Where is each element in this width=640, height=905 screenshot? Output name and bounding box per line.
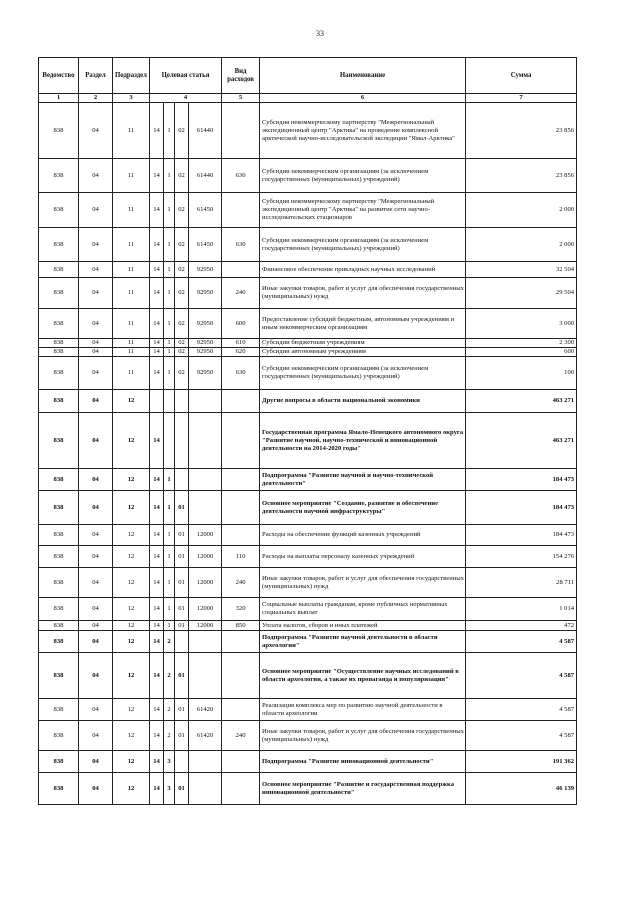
cell-razdel: 04: [79, 598, 113, 621]
cell-podrazdel: 12: [113, 525, 150, 546]
cell-target-subprogram: 1: [164, 193, 175, 228]
cell-target-subprogram: 1: [164, 228, 175, 262]
cell-podrazdel: 11: [113, 228, 150, 262]
cell-vedomstvo: 838: [39, 721, 79, 751]
cell-naimenovanie: Субсидии некоммерческим организациям (за исключением государственных (муниципальных) учреждений): [260, 159, 466, 193]
cell-razdel: 04: [79, 491, 113, 525]
cell-podrazdel: 12: [113, 568, 150, 598]
table-row: [39, 598, 577, 621]
cell-razdel: 04: [79, 159, 113, 193]
cell-podrazdel: 11: [113, 357, 150, 390]
cell-vid-raskhodov: 850: [222, 621, 260, 631]
table-row: [39, 469, 577, 491]
cell-podrazdel: 12: [113, 546, 150, 568]
cell-podrazdel: 12: [113, 491, 150, 525]
cell-vedomstvo: 838: [39, 699, 79, 721]
cell-razdel: 04: [79, 309, 113, 339]
cell-vedomstvo: 838: [39, 621, 79, 631]
cell-target-event: [175, 631, 189, 653]
column-number: 2: [79, 94, 113, 103]
cell-target-program: 14: [150, 773, 164, 805]
column-number: 5: [222, 94, 260, 103]
cell-target-subprogram: 1: [164, 159, 175, 193]
cell-vid-raskhodov: [222, 653, 260, 699]
cell-target-program: 14: [150, 653, 164, 699]
cell-target-program: [150, 390, 164, 413]
table-row: [39, 278, 577, 309]
table-row: [39, 525, 577, 546]
cell-target-direction: [189, 413, 222, 469]
table-row: [39, 413, 577, 469]
cell-summa: 472: [466, 621, 577, 631]
cell-vid-raskhodov: [222, 491, 260, 525]
cell-target-event: 02: [175, 357, 189, 390]
cell-target-direction: 61440: [189, 159, 222, 193]
cell-target-event: [175, 390, 189, 413]
cell-podrazdel: 12: [113, 390, 150, 413]
cell-razdel: 04: [79, 721, 113, 751]
cell-target-program: 14: [150, 699, 164, 721]
cell-podrazdel: 12: [113, 621, 150, 631]
cell-target-subprogram: 1: [164, 598, 175, 621]
cell-podrazdel: 11: [113, 348, 150, 357]
cell-vedomstvo: 838: [39, 653, 79, 699]
cell-target-subprogram: 1: [164, 568, 175, 598]
cell-target-direction: 61440: [189, 103, 222, 159]
cell-summa: 29 504: [466, 278, 577, 309]
cell-podrazdel: 11: [113, 103, 150, 159]
cell-target-direction: [189, 653, 222, 699]
column-number-row: [39, 94, 577, 103]
cell-summa: 100: [466, 357, 577, 390]
cell-target-direction: 92950: [189, 309, 222, 339]
cell-razdel: 04: [79, 390, 113, 413]
cell-summa: 1 014: [466, 598, 577, 621]
cell-naimenovanie: Предоставление субсидий бюджетным, автономным учреждениям и иным некоммерческим организациям: [260, 309, 466, 339]
table-row: [39, 262, 577, 278]
cell-summa: 23 856: [466, 103, 577, 159]
cell-vedomstvo: 838: [39, 598, 79, 621]
cell-target-event: 01: [175, 491, 189, 525]
cell-summa: 463 271: [466, 390, 577, 413]
cell-vedomstvo: 838: [39, 309, 79, 339]
cell-target-event: 02: [175, 262, 189, 278]
cell-target-subprogram: 1: [164, 262, 175, 278]
column-number: 1: [39, 94, 79, 103]
cell-summa: 28 711: [466, 568, 577, 598]
cell-target-event: 01: [175, 525, 189, 546]
cell-naimenovanie: Расходы на обеспечение функций казенных учреждений: [260, 525, 466, 546]
table-row: [39, 721, 577, 751]
cell-target-program: 14: [150, 525, 164, 546]
cell-target-subprogram: 1: [164, 525, 175, 546]
header-vedomstvo: Ведомство: [39, 58, 79, 94]
cell-target-program: 14: [150, 568, 164, 598]
table-row: [39, 699, 577, 721]
cell-podrazdel: 11: [113, 309, 150, 339]
cell-naimenovanie: Расходы на выплаты персоналу казенных учреждений: [260, 546, 466, 568]
cell-podrazdel: 12: [113, 653, 150, 699]
cell-summa: 184 473: [466, 525, 577, 546]
cell-vedomstvo: 838: [39, 390, 79, 413]
table-row: [39, 159, 577, 193]
cell-naimenovanie: Основное мероприятие "Создание, развитие и обеспечение деятельности научной инфраструктуры": [260, 491, 466, 525]
cell-target-direction: [189, 469, 222, 491]
cell-podrazdel: 11: [113, 339, 150, 348]
cell-target-direction: 61420: [189, 721, 222, 751]
cell-vid-raskhodov: 600: [222, 309, 260, 339]
cell-target-event: 01: [175, 773, 189, 805]
cell-target-direction: 92950: [189, 339, 222, 348]
cell-summa: 600: [466, 348, 577, 357]
cell-naimenovanie: Социальные выплаты гражданам, кроме публичных нормативных социальных выплат: [260, 598, 466, 621]
cell-razdel: 04: [79, 262, 113, 278]
cell-summa: 32 504: [466, 262, 577, 278]
cell-naimenovanie: Субсидии некоммерческим организациям (за исключением государственных (муниципальных) учреждений): [260, 228, 466, 262]
cell-vedomstvo: 838: [39, 228, 79, 262]
table-row: [39, 491, 577, 525]
cell-summa: 184 473: [466, 469, 577, 491]
cell-vedomstvo: 838: [39, 103, 79, 159]
table-row: [39, 309, 577, 339]
cell-razdel: 04: [79, 348, 113, 357]
cell-podrazdel: 11: [113, 159, 150, 193]
cell-target-direction: 92950: [189, 262, 222, 278]
cell-target-event: [175, 751, 189, 773]
cell-target-subprogram: 1: [164, 621, 175, 631]
cell-target-subprogram: 1: [164, 339, 175, 348]
cell-vedomstvo: 838: [39, 278, 79, 309]
cell-target-program: 14: [150, 103, 164, 159]
cell-target-program: 14: [150, 309, 164, 339]
table-body: [39, 103, 577, 805]
cell-podrazdel: 12: [113, 469, 150, 491]
cell-vid-raskhodov: 240: [222, 721, 260, 751]
cell-target-subprogram: 1: [164, 357, 175, 390]
cell-podrazdel: 12: [113, 699, 150, 721]
cell-target-program: 14: [150, 262, 164, 278]
cell-target-subprogram: 1: [164, 546, 175, 568]
cell-vedomstvo: 838: [39, 357, 79, 390]
header-tselevaya-statya: Целевая статья: [150, 58, 222, 94]
table-row: [39, 357, 577, 390]
cell-target-direction: 92950: [189, 348, 222, 357]
cell-target-event: [175, 469, 189, 491]
cell-summa: 191 362: [466, 751, 577, 773]
table-row: [39, 348, 577, 357]
cell-vid-raskhodov: [222, 773, 260, 805]
cell-target-program: 14: [150, 631, 164, 653]
cell-vid-raskhodov: 630: [222, 228, 260, 262]
column-number: 3: [113, 94, 150, 103]
cell-vid-raskhodov: 630: [222, 159, 260, 193]
table-row: [39, 546, 577, 568]
cell-target-subprogram: 2: [164, 721, 175, 751]
cell-vedomstvo: 838: [39, 773, 79, 805]
cell-podrazdel: 11: [113, 278, 150, 309]
table-row: [39, 653, 577, 699]
cell-target-direction: 12000: [189, 525, 222, 546]
cell-target-direction: 61450: [189, 193, 222, 228]
cell-podrazdel: 12: [113, 631, 150, 653]
cell-target-event: [175, 413, 189, 469]
cell-target-direction: 61420: [189, 699, 222, 721]
cell-podrazdel: 12: [113, 598, 150, 621]
cell-summa: 2 000: [466, 193, 577, 228]
cell-summa: 4 587: [466, 699, 577, 721]
cell-vedomstvo: 838: [39, 339, 79, 348]
table-row: [39, 339, 577, 348]
table-row: [39, 568, 577, 598]
cell-vid-raskhodov: 610: [222, 339, 260, 348]
cell-razdel: 04: [79, 103, 113, 159]
cell-naimenovanie: Уплата налогов, сборов и иных платежей: [260, 621, 466, 631]
table-row: [39, 621, 577, 631]
cell-target-subprogram: 3: [164, 773, 175, 805]
table-row: [39, 773, 577, 805]
cell-target-subprogram: [164, 390, 175, 413]
cell-target-program: 14: [150, 159, 164, 193]
cell-razdel: 04: [79, 339, 113, 348]
cell-vedomstvo: 838: [39, 631, 79, 653]
cell-razdel: 04: [79, 525, 113, 546]
cell-target-direction: 12000: [189, 598, 222, 621]
cell-vid-raskhodov: [222, 262, 260, 278]
column-number: 4: [150, 94, 222, 103]
cell-naimenovanie: Реализация комплекса мер по развитию научной деятельности в области археологии: [260, 699, 466, 721]
cell-vid-raskhodov: 620: [222, 348, 260, 357]
header-razdel: Раздел: [79, 58, 113, 94]
cell-razdel: 04: [79, 699, 113, 721]
cell-vedomstvo: 838: [39, 751, 79, 773]
cell-podrazdel: 12: [113, 773, 150, 805]
cell-razdel: 04: [79, 621, 113, 631]
cell-summa: 4 587: [466, 653, 577, 699]
table-row: [39, 103, 577, 159]
cell-naimenovanie: Подпрограмма "Развитие научной и научно-технической деятельности": [260, 469, 466, 491]
cell-summa: 23 856: [466, 159, 577, 193]
cell-target-program: 14: [150, 413, 164, 469]
page-number: 33: [316, 29, 324, 38]
cell-target-program: 14: [150, 228, 164, 262]
cell-target-subprogram: 3: [164, 751, 175, 773]
cell-target-event: 01: [175, 621, 189, 631]
cell-summa: 4 587: [466, 631, 577, 653]
cell-razdel: 04: [79, 751, 113, 773]
cell-target-direction: 61450: [189, 228, 222, 262]
cell-vid-raskhodov: 240: [222, 568, 260, 598]
cell-vedomstvo: 838: [39, 193, 79, 228]
cell-vid-raskhodov: [222, 390, 260, 413]
cell-target-event: 01: [175, 568, 189, 598]
cell-summa: 2 000: [466, 228, 577, 262]
cell-razdel: 04: [79, 357, 113, 390]
cell-naimenovanie: Иные закупки товаров, работ и услуг для обеспечения государственных (муниципальных) нужд: [260, 278, 466, 309]
cell-vid-raskhodov: 240: [222, 278, 260, 309]
cell-target-subprogram: 1: [164, 469, 175, 491]
cell-vedomstvo: 838: [39, 525, 79, 546]
cell-target-direction: 12000: [189, 568, 222, 598]
cell-target-direction: 92950: [189, 278, 222, 309]
cell-summa: 154 276: [466, 546, 577, 568]
cell-target-event: 01: [175, 721, 189, 751]
cell-razdel: 04: [79, 228, 113, 262]
cell-razdel: 04: [79, 193, 113, 228]
cell-naimenovanie: Субсидии бюджетным учреждениям: [260, 339, 466, 348]
cell-summa: 3 000: [466, 309, 577, 339]
cell-target-event: 01: [175, 653, 189, 699]
cell-naimenovanie: Субсидия некоммерческому партнерству "Межрегиональный экспедиционный центр "Арктика" на развитие сети научно-исследовательских стационаров: [260, 193, 466, 228]
cell-razdel: 04: [79, 413, 113, 469]
cell-vid-raskhodov: 630: [222, 357, 260, 390]
cell-razdel: 04: [79, 773, 113, 805]
cell-razdel: 04: [79, 631, 113, 653]
cell-target-subprogram: [164, 413, 175, 469]
cell-target-event: 02: [175, 103, 189, 159]
cell-target-direction: [189, 751, 222, 773]
cell-vid-raskhodov: [222, 631, 260, 653]
cell-target-program: 14: [150, 721, 164, 751]
cell-naimenovanie: Субсидии автономным учреждениям: [260, 348, 466, 357]
cell-vid-raskhodov: [222, 699, 260, 721]
cell-vid-raskhodov: 320: [222, 598, 260, 621]
cell-target-program: 14: [150, 357, 164, 390]
cell-summa: 184 473: [466, 491, 577, 525]
cell-target-direction: 12000: [189, 546, 222, 568]
cell-vedomstvo: 838: [39, 546, 79, 568]
cell-vedomstvo: 838: [39, 348, 79, 357]
cell-target-event: 02: [175, 159, 189, 193]
cell-razdel: 04: [79, 568, 113, 598]
cell-vid-raskhodov: [222, 193, 260, 228]
cell-summa: 2 300: [466, 339, 577, 348]
cell-target-program: 14: [150, 491, 164, 525]
cell-naimenovanie: Подпрограмма "Развитие научной деятельности в области археологии": [260, 631, 466, 653]
cell-target-event: 01: [175, 598, 189, 621]
cell-summa: 46 139: [466, 773, 577, 805]
cell-target-subprogram: 1: [164, 491, 175, 525]
cell-vedomstvo: 838: [39, 491, 79, 525]
header-vid-raskhodov: Вид расходов: [222, 58, 260, 94]
cell-razdel: 04: [79, 546, 113, 568]
cell-razdel: 04: [79, 469, 113, 491]
cell-summa: 4 587: [466, 721, 577, 751]
cell-razdel: 04: [79, 278, 113, 309]
column-number: 7: [466, 94, 577, 103]
cell-target-program: 14: [150, 469, 164, 491]
cell-naimenovanie: Основное мероприятие "Развитие и государственная поддержка инновационной деятельности": [260, 773, 466, 805]
cell-naimenovanie: Основное мероприятие "Осуществление научных исследований в области археологии, а также их пропаганда и популяризация": [260, 653, 466, 699]
cell-target-subprogram: 2: [164, 699, 175, 721]
cell-naimenovanie: Финансовое обеспечение прикладных научных исследований: [260, 262, 466, 278]
cell-target-subprogram: 1: [164, 309, 175, 339]
cell-vedomstvo: 838: [39, 262, 79, 278]
cell-naimenovanie: Иные закупки товаров, работ и услуг для обеспечения государственных (муниципальных) нужд: [260, 721, 466, 751]
cell-target-subprogram: 2: [164, 631, 175, 653]
header-naimenovanie: Наименование: [260, 58, 466, 94]
cell-target-program: 14: [150, 751, 164, 773]
cell-target-event: 01: [175, 699, 189, 721]
cell-naimenovanie: Иные закупки товаров, работ и услуг для обеспечения государственных (муниципальных) нужд: [260, 568, 466, 598]
cell-naimenovanie: Другие вопросы в области национальной экономики: [260, 390, 466, 413]
cell-vid-raskhodov: [222, 525, 260, 546]
cell-podrazdel: 12: [113, 751, 150, 773]
cell-target-subprogram: 1: [164, 278, 175, 309]
cell-target-event: 01: [175, 546, 189, 568]
cell-target-program: 14: [150, 193, 164, 228]
cell-target-event: 02: [175, 228, 189, 262]
cell-target-program: 14: [150, 621, 164, 631]
cell-target-event: 02: [175, 309, 189, 339]
cell-target-direction: [189, 773, 222, 805]
cell-target-program: 14: [150, 348, 164, 357]
cell-target-direction: 12000: [189, 621, 222, 631]
cell-target-program: 14: [150, 278, 164, 309]
cell-naimenovanie: Субсидии некоммерческим организациям (за исключением государственных (муниципальных) учреждений): [260, 357, 466, 390]
table-row: [39, 228, 577, 262]
cell-vid-raskhodov: [222, 413, 260, 469]
cell-razdel: 04: [79, 653, 113, 699]
cell-podrazdel: 11: [113, 193, 150, 228]
cell-target-event: 02: [175, 278, 189, 309]
cell-vedomstvo: 838: [39, 568, 79, 598]
cell-target-direction: [189, 631, 222, 653]
cell-podrazdel: 11: [113, 262, 150, 278]
table-row: [39, 390, 577, 413]
budget-table-container: [38, 57, 576, 805]
cell-naimenovanie: Подпрограмма "Развитие инновационной деятельности": [260, 751, 466, 773]
header-summa: Сумма: [466, 58, 577, 94]
cell-vedomstvo: 838: [39, 413, 79, 469]
cell-target-subprogram: 1: [164, 348, 175, 357]
header-podrazdel: Подраздел: [113, 58, 150, 94]
budget-table: [38, 57, 577, 805]
table-row: [39, 631, 577, 653]
cell-target-program: 14: [150, 546, 164, 568]
cell-target-subprogram: 2: [164, 653, 175, 699]
cell-target-event: 02: [175, 193, 189, 228]
cell-vid-raskhodov: 110: [222, 546, 260, 568]
cell-naimenovanie: Государственная программа Ямало-Ненецкого автономного округа "Развитие научной, научно-технической и инновационной деятельности на 2014-2020 годы": [260, 413, 466, 469]
cell-vid-raskhodov: [222, 469, 260, 491]
cell-target-event: 02: [175, 339, 189, 348]
cell-summa: 463 271: [466, 413, 577, 469]
cell-vid-raskhodov: [222, 103, 260, 159]
cell-target-program: 14: [150, 598, 164, 621]
cell-target-subprogram: 1: [164, 103, 175, 159]
header-row: [39, 58, 577, 94]
cell-vid-raskhodov: [222, 751, 260, 773]
column-number: 6: [260, 94, 466, 103]
cell-target-program: 14: [150, 339, 164, 348]
cell-target-event: 02: [175, 348, 189, 357]
cell-vedomstvo: 838: [39, 159, 79, 193]
table-row: [39, 751, 577, 773]
cell-naimenovanie: Субсидия некоммерческому партнерству "Межрегиональный экспедиционный центр "Арктика" на проведение комплексной арктической научно-исследовательской экспедиции "Ямал-Арктика": [260, 103, 466, 159]
cell-target-direction: [189, 390, 222, 413]
cell-podrazdel: 12: [113, 413, 150, 469]
cell-target-direction: [189, 491, 222, 525]
cell-vedomstvo: 838: [39, 469, 79, 491]
cell-target-direction: 92950: [189, 357, 222, 390]
table-row: [39, 193, 577, 228]
cell-podrazdel: 12: [113, 721, 150, 751]
